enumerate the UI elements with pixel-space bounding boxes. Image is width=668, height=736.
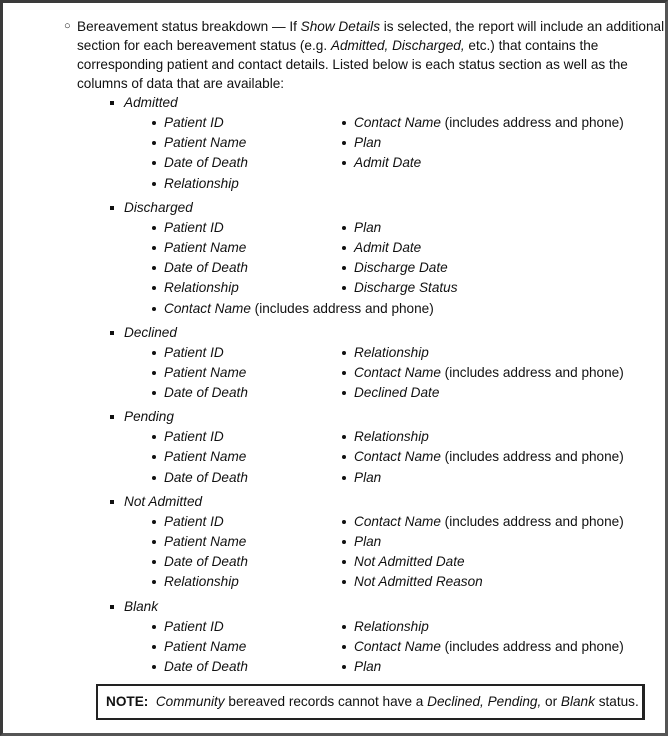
column-name: Contact Name — [354, 513, 441, 529]
list-item — [354, 572, 483, 592]
list-item — [354, 153, 421, 173]
column-name: Date of Death — [164, 260, 248, 276]
bullet-icon — [152, 121, 156, 125]
list-item — [164, 113, 224, 133]
list-item — [164, 238, 246, 258]
column-name: Patient ID — [164, 219, 224, 235]
section-title: Blank — [124, 598, 159, 614]
list-item — [164, 552, 248, 572]
list-row — [0, 468, 668, 488]
bullet-icon — [342, 121, 346, 125]
list-item — [354, 447, 624, 467]
column-name: Patient Name — [164, 135, 247, 151]
bullet-icon — [152, 455, 156, 459]
circle-bullet-icon: ○ — [64, 20, 71, 32]
list-item — [164, 343, 224, 363]
section-heading — [0, 323, 668, 343]
column-note: (includes address and phone) — [440, 513, 624, 529]
list-item — [164, 174, 239, 194]
square-bullet-icon — [110, 331, 114, 335]
bullet-icon — [342, 391, 346, 395]
list-item — [164, 468, 248, 488]
column-name: Discharge Date — [354, 260, 448, 276]
bullet-icon — [152, 580, 156, 584]
list-row — [0, 343, 668, 363]
column-name: Plan — [354, 658, 382, 674]
column-note: (includes address and phone) — [440, 638, 624, 654]
column-name: Relationship — [164, 280, 239, 296]
bullet-icon — [342, 560, 346, 564]
column-name: Admit Date — [354, 239, 422, 255]
list-row — [0, 427, 668, 447]
list-item — [354, 427, 429, 447]
column-name: Date of Death — [164, 469, 248, 485]
bullet-icon — [342, 645, 346, 649]
note-term: Community — [155, 694, 225, 709]
list-item — [164, 512, 224, 532]
list-row — [0, 133, 668, 153]
list-row — [0, 447, 668, 467]
list-item — [354, 218, 381, 238]
bullet-icon — [342, 246, 346, 250]
list-row — [0, 113, 668, 133]
column-name: Plan — [354, 534, 382, 549]
column-name: Relationship — [354, 344, 429, 360]
section-title: Declined — [124, 324, 177, 340]
list-item — [354, 512, 624, 532]
list-row — [0, 657, 668, 677]
list-row — [0, 238, 668, 258]
intro-text: etc.) that contains the corresponding patient and contact details. Listed below is each status section as well as the columns of data that are available: — [77, 38, 628, 91]
column-name: Plan — [354, 219, 382, 235]
list-item — [354, 617, 429, 637]
column-name: Patient ID — [164, 344, 224, 360]
column-name: Patient Name — [164, 449, 247, 465]
list-item — [354, 343, 429, 363]
section-title: Pending — [124, 409, 174, 425]
column-name: Date of Death — [164, 385, 248, 401]
bullet-icon — [152, 182, 156, 186]
list-item — [354, 113, 624, 133]
note-text: bereaved records cannot have a — [224, 694, 428, 709]
bullet-icon — [152, 391, 156, 395]
list-row — [0, 532, 668, 552]
intro-text: is selected, the report will include an additional section for each bereavement status (e.g. — [77, 19, 665, 53]
column-name: Contact Name — [354, 115, 441, 130]
bullet-icon — [342, 266, 346, 270]
bullet-icon — [342, 286, 346, 290]
column-name: Patient Name — [164, 364, 247, 380]
column-name: Discharge Status — [354, 280, 458, 296]
column-name: Patient Name — [164, 239, 247, 255]
show-details-term: Show Details — [300, 19, 380, 34]
list-item — [354, 552, 465, 572]
bullet-icon — [152, 226, 156, 230]
list-row — [0, 572, 668, 592]
list-row — [0, 278, 668, 298]
note-term: Blank — [560, 694, 595, 709]
column-name: Patient ID — [164, 618, 224, 634]
list-item — [354, 238, 421, 258]
section-title: Not Admitted — [124, 493, 203, 509]
section-heading — [0, 93, 668, 113]
bullet-icon — [342, 435, 346, 439]
list-row — [0, 637, 668, 657]
section-heading — [0, 492, 668, 512]
section-heading — [0, 407, 668, 427]
column-name: Contact Name — [354, 638, 441, 654]
column-name: Date of Death — [164, 155, 248, 171]
section-title: Discharged — [124, 199, 193, 215]
list-row — [0, 174, 668, 194]
list-item — [164, 153, 248, 173]
list-row — [0, 512, 668, 532]
note-text: or — [541, 694, 561, 709]
bullet-icon — [152, 141, 156, 145]
column-name: Date of Death — [164, 658, 248, 674]
bullet-icon — [152, 371, 156, 375]
list-item — [354, 657, 381, 677]
list-row — [0, 383, 668, 403]
list-item — [164, 218, 224, 238]
note-term: Declined, Pending, — [427, 694, 542, 709]
column-name: Patient ID — [164, 115, 224, 130]
list-item — [354, 258, 448, 278]
column-name: Contact Name — [354, 364, 441, 380]
bullet-icon — [152, 307, 156, 311]
bullet-icon — [152, 540, 156, 544]
column-name: Relationship — [354, 429, 429, 445]
list-item — [164, 532, 246, 552]
section-title: Admitted — [124, 95, 178, 110]
column-name: Admit Date — [354, 155, 422, 171]
bullet-icon — [342, 161, 346, 165]
example-terms: Admitted, Discharged, — [330, 38, 465, 53]
list-item — [164, 258, 248, 278]
bullet-icon — [342, 520, 346, 524]
column-name: Plan — [354, 469, 382, 485]
list-item — [354, 532, 381, 552]
list-item — [354, 278, 458, 298]
list-row — [0, 218, 668, 238]
square-bullet-icon — [110, 206, 114, 210]
list-item — [164, 278, 239, 298]
column-note: (includes address and phone) — [440, 364, 624, 380]
bullet-icon — [342, 476, 346, 480]
bullet-icon — [342, 141, 346, 145]
bullet-icon — [152, 161, 156, 165]
bullet-icon — [152, 645, 156, 649]
bullet-icon — [152, 246, 156, 250]
square-bullet-icon — [110, 101, 114, 105]
square-bullet-icon — [110, 605, 114, 609]
bullet-icon — [152, 625, 156, 629]
list-item — [354, 637, 624, 657]
column-name: Declined Date — [354, 385, 440, 401]
column-note: (includes address and phone) — [440, 449, 624, 465]
bullet-icon — [152, 435, 156, 439]
section-heading — [0, 198, 668, 218]
bullet-icon — [342, 665, 346, 669]
list-item — [164, 637, 246, 657]
column-name: Contact Name — [164, 300, 251, 316]
column-name: Contact Name — [354, 449, 441, 465]
list-item — [164, 427, 224, 447]
bullet-icon — [152, 266, 156, 270]
note-label: NOTE: — [106, 694, 149, 709]
column-name: Relationship — [164, 175, 239, 191]
column-name: Patient ID — [164, 513, 224, 529]
bullet-icon — [342, 540, 346, 544]
list-row — [0, 552, 668, 572]
column-name: Patient Name — [164, 534, 247, 549]
bullet-icon — [342, 226, 346, 230]
column-name: Not Admitted Reason — [354, 574, 483, 590]
bullet-icon — [152, 476, 156, 480]
bullet-icon — [152, 351, 156, 355]
list-row — [0, 153, 668, 173]
status-sections — [0, 93, 668, 677]
list-item — [354, 383, 439, 403]
intro-paragraph — [64, 17, 667, 93]
bullet-icon — [152, 286, 156, 290]
bullet-icon — [342, 625, 346, 629]
bullet-icon — [342, 455, 346, 459]
section-heading — [0, 597, 668, 617]
list-item — [164, 299, 434, 319]
column-note: (includes address and phone) — [250, 300, 434, 316]
list-row — [0, 617, 668, 637]
bullet-icon — [342, 351, 346, 355]
square-bullet-icon — [110, 500, 114, 504]
list-item — [354, 468, 381, 488]
bullet-icon — [152, 520, 156, 524]
list-item — [164, 447, 246, 467]
column-name: Relationship — [354, 618, 429, 634]
list-item — [354, 363, 624, 383]
bullet-icon — [152, 665, 156, 669]
column-name: Patient Name — [164, 638, 247, 654]
list-item — [164, 363, 246, 383]
column-name: Relationship — [164, 574, 239, 590]
list-row — [0, 299, 668, 319]
column-name: Patient ID — [164, 429, 224, 445]
list-item — [164, 133, 246, 153]
column-note: (includes address and phone) — [440, 115, 624, 130]
note-text: status. — [594, 694, 639, 709]
intro-text: Bereavement status breakdown — If — [77, 19, 301, 34]
list-item — [354, 133, 381, 153]
bullet-icon — [342, 371, 346, 375]
bullet-icon — [152, 560, 156, 564]
list-row — [0, 363, 668, 383]
note-box — [96, 684, 645, 720]
bullet-icon — [342, 580, 346, 584]
list-item — [164, 657, 248, 677]
list-item — [164, 383, 248, 403]
column-name: Date of Death — [164, 554, 248, 570]
list-row — [0, 258, 668, 278]
square-bullet-icon — [110, 415, 114, 419]
column-name: Plan — [354, 135, 382, 151]
list-item — [164, 572, 239, 592]
column-name: Not Admitted Date — [354, 554, 465, 570]
list-item — [164, 617, 224, 637]
